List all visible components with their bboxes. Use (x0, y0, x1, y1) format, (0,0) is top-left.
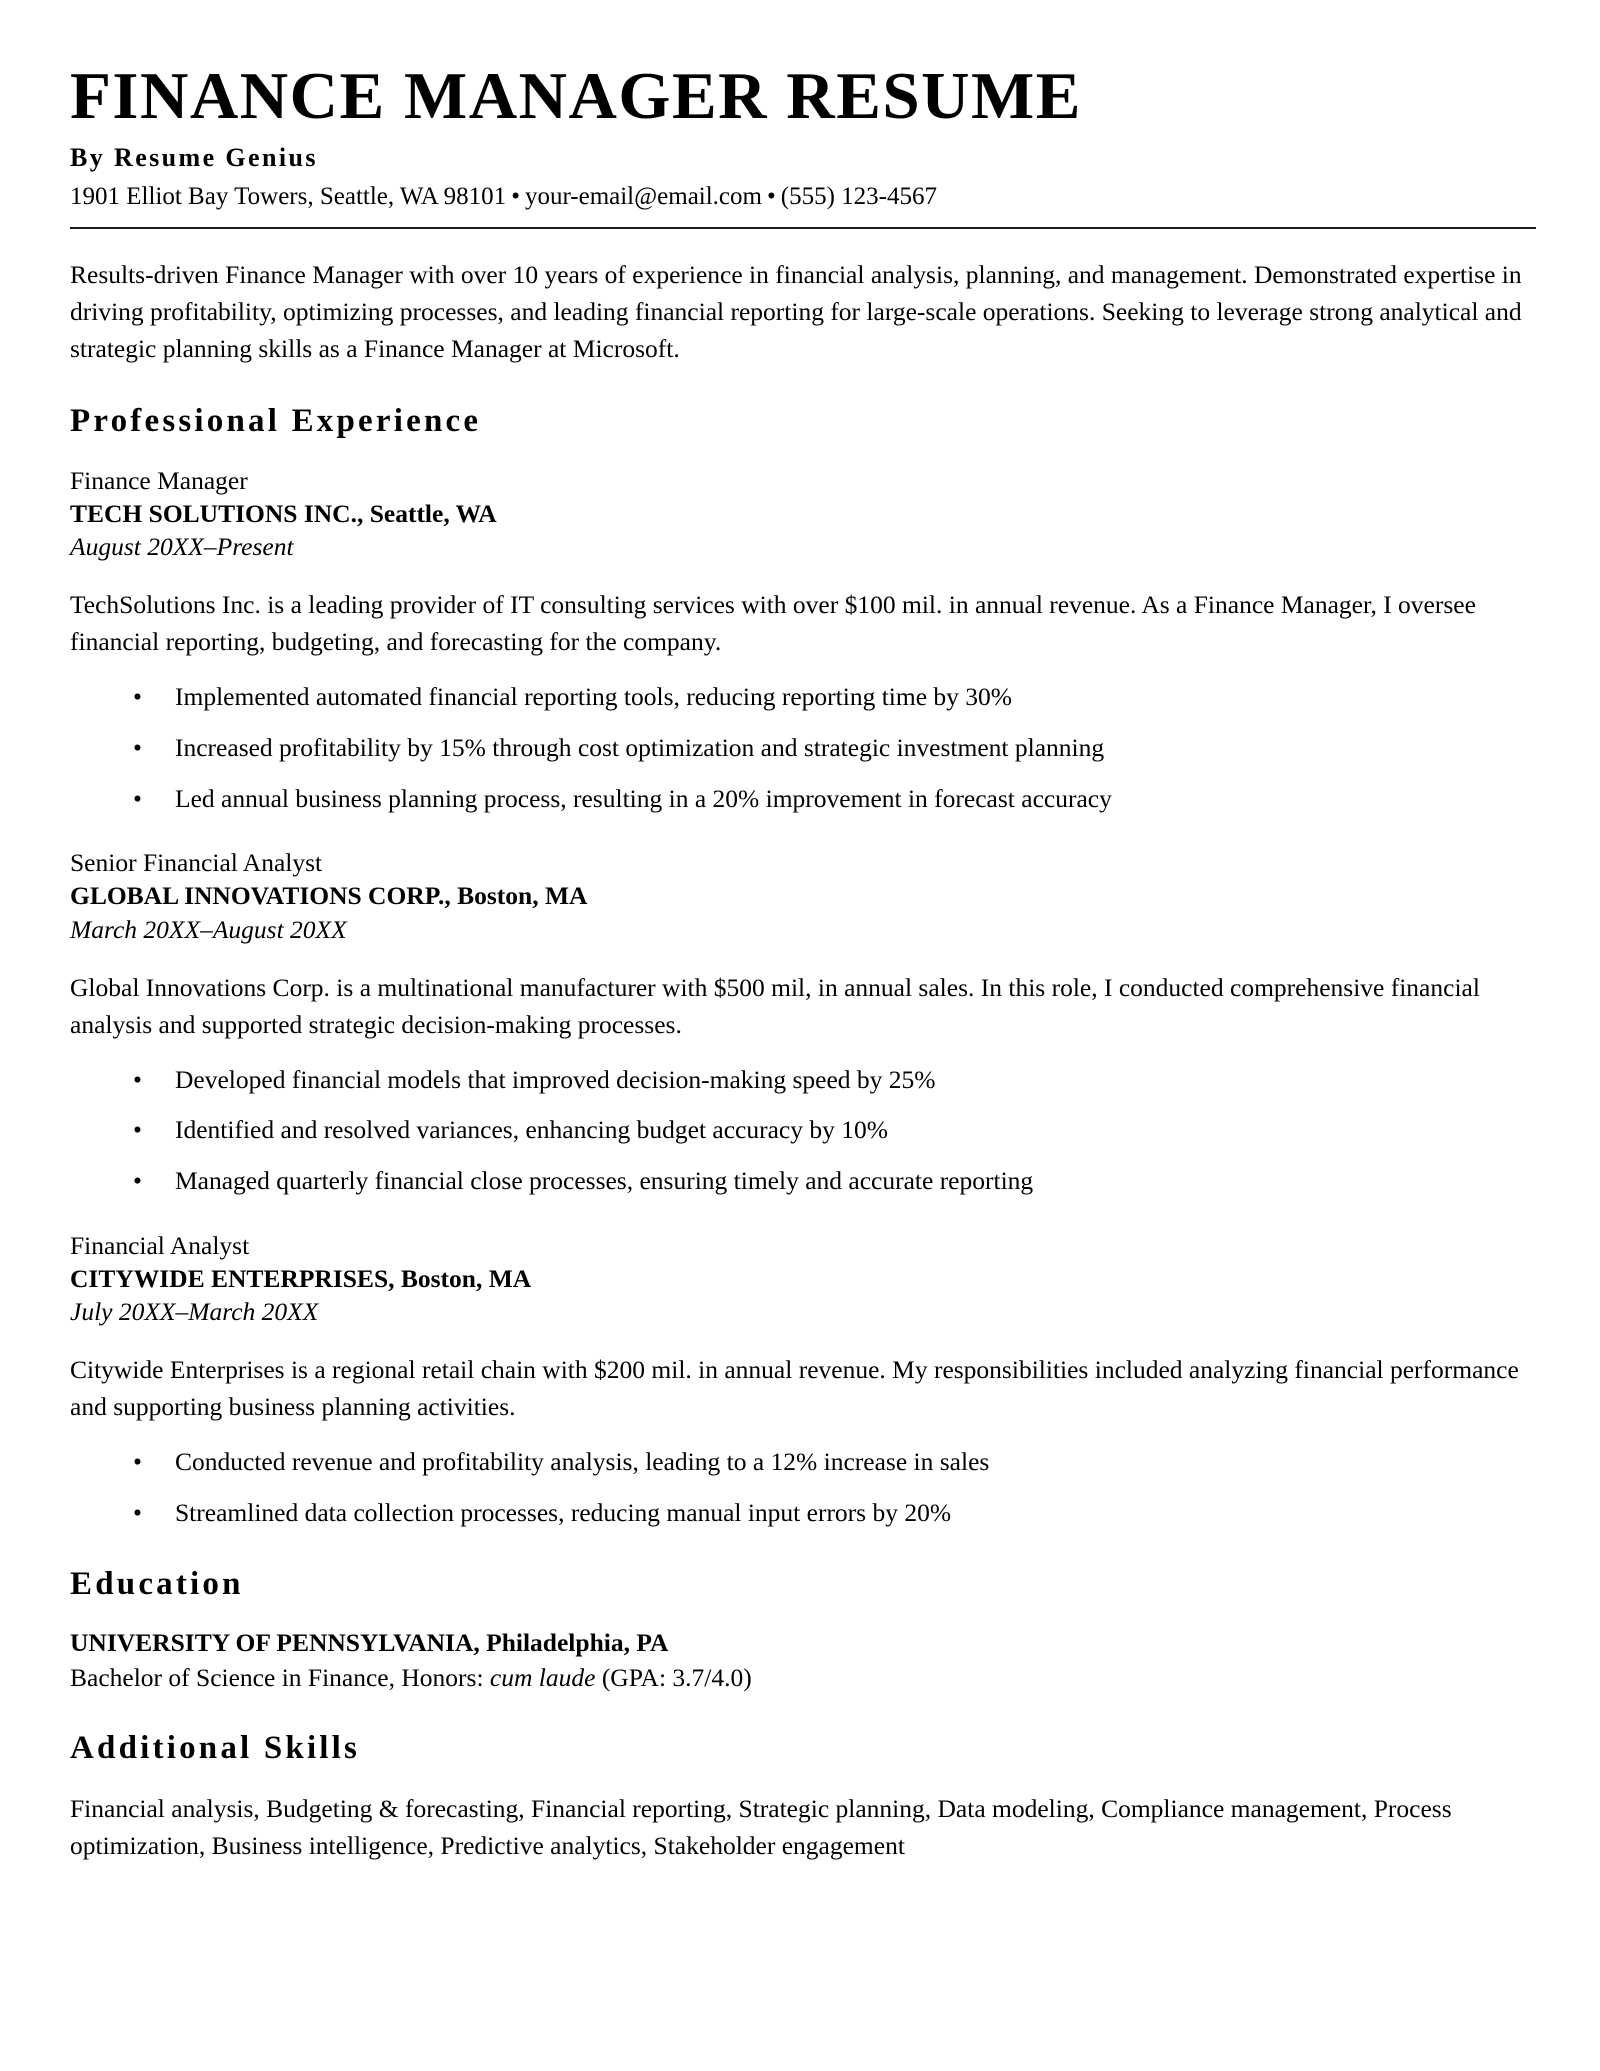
job-dates: July 20XX–March 20XX (70, 1297, 319, 1327)
experience-entry (70, 846, 1535, 1198)
job-company: TECH SOLUTIONS INC., Seattle, WA (70, 499, 497, 529)
contact-line (70, 179, 1535, 214)
bullet-text: Identified and resolved variances, enhancing budget accuracy by 10% (175, 1115, 888, 1145)
job-description: Citywide Enterprises is a regional retail chain with $200 mil. in annual revenue. My responsibilities included analyzing financial performance and supporting business planning activities. (70, 1355, 1519, 1422)
list-item (70, 781, 1535, 817)
section-heading-skills: Additional Skills (70, 1729, 361, 1766)
bullet-text: Implemented automated financial reporting tools, reducing reporting time by 30% (175, 682, 1013, 712)
resume-header (70, 59, 1535, 229)
education-degree-prefix: Bachelor of Science in Finance, Honors: (70, 1662, 490, 1692)
job-bullet-list (70, 679, 1535, 816)
job-title: Finance Manager (70, 465, 248, 495)
byline: By Resume Genius (70, 143, 318, 173)
bullet-text: Streamlined data collection processes, reducing manual input errors by 20% (175, 1497, 952, 1527)
education-honors: cum laude (489, 1662, 596, 1692)
professional-summary: Results-driven Finance Manager with over 10 years of experience in financial analysis, planning, and management. Demonstrated expertise in driving profitability, optimizing processes, and leading financial reporting for large-scale operations. Seeking to leverage strong analytical and strategic planning skills as a Finance Manager at Microsoft. (70, 260, 1522, 364)
section-education (70, 1565, 1535, 1695)
bullet-text: Led annual business planning process, resulting in a 20% improvement in forecast accuracy (175, 783, 1112, 813)
job-dates: March 20XX–August 20XX (70, 914, 347, 944)
job-bullet-list (70, 1062, 1535, 1199)
list-item (70, 679, 1535, 715)
section-heading-education: Education (70, 1565, 244, 1602)
bullet-icon: • (133, 1166, 142, 1196)
bullet-icon: • (133, 1497, 142, 1527)
skills-list: Financial analysis, Budgeting & forecasting, Financial reporting, Strategic planning, Data modeling, Compliance management, Process optimization, Business intelligence, Predictive analytics, Stakeholder engagement (70, 1793, 1452, 1860)
bullet-text: Managed quarterly financial close processes, ensuring timely and accurate reporting (175, 1166, 1034, 1196)
bullet-text: Increased profitability by 15% through cost optimization and strategic investment planning (175, 732, 1105, 762)
job-title: Financial Analyst (70, 1230, 250, 1260)
section-additional-skills (70, 1729, 1535, 1865)
bullet-text: Conducted revenue and profitability analysis, leading to a 12% increase in sales (175, 1447, 990, 1477)
experience-entry (70, 464, 1535, 816)
page-title: FINANCE MANAGER RESUME (70, 59, 1082, 133)
bullet-icon: • (133, 1447, 142, 1477)
contact-email[interactable]: your-email@email.com (524, 183, 762, 211)
education-degree (70, 1661, 1535, 1695)
list-item (70, 1444, 1535, 1480)
list-item (70, 1495, 1535, 1531)
bullet-icon: • (133, 682, 142, 712)
section-professional-experience (70, 402, 1535, 1530)
list-item (70, 730, 1535, 766)
job-description: Global Innovations Corp. is a multinational manufacturer with $500 mil, in annual sales. In this role, I conducted comprehensive financial analysis and supported strategic decision-making processes. (70, 972, 1480, 1039)
header-divider (70, 227, 1536, 229)
bullet-text: Developed financial models that improved decision-making speed by 25% (175, 1064, 936, 1094)
list-item (70, 1163, 1535, 1199)
section-heading-experience: Professional Experience (70, 403, 482, 440)
contact-phone[interactable]: (555) 123-4567 (780, 183, 937, 211)
job-bullet-list (70, 1444, 1535, 1530)
bullet-icon: • (133, 1064, 142, 1094)
job-title: Senior Financial Analyst (70, 848, 323, 878)
contact-separator-1: • (511, 183, 520, 211)
education-gpa: (GPA: 3.7/4.0) (595, 1662, 752, 1692)
list-item (70, 1062, 1535, 1098)
experience-entry (70, 1229, 1535, 1531)
education-school: UNIVERSITY OF PENNSYLVANIA, Philadelphia, PA (70, 1628, 669, 1658)
job-description: TechSolutions Inc. is a leading provider of IT consulting services with over $100 mil. in annual revenue. As a Finance Manager, I oversee financial reporting, budgeting, and forecasting for the company. (70, 590, 1476, 657)
job-company: GLOBAL INNOVATIONS CORP., Boston, MA (70, 881, 588, 911)
bullet-icon: • (133, 732, 142, 762)
contact-separator-2: • (766, 183, 776, 211)
job-dates: August 20XX–Present (70, 532, 294, 562)
bullet-icon: • (133, 1115, 142, 1145)
job-company: CITYWIDE ENTERPRISES, Boston, MA (70, 1263, 532, 1293)
list-item (70, 1112, 1535, 1148)
contact-address: 1901 Elliot Bay Towers, Seattle, WA 98101 (70, 183, 507, 211)
bullet-icon: • (133, 783, 142, 813)
